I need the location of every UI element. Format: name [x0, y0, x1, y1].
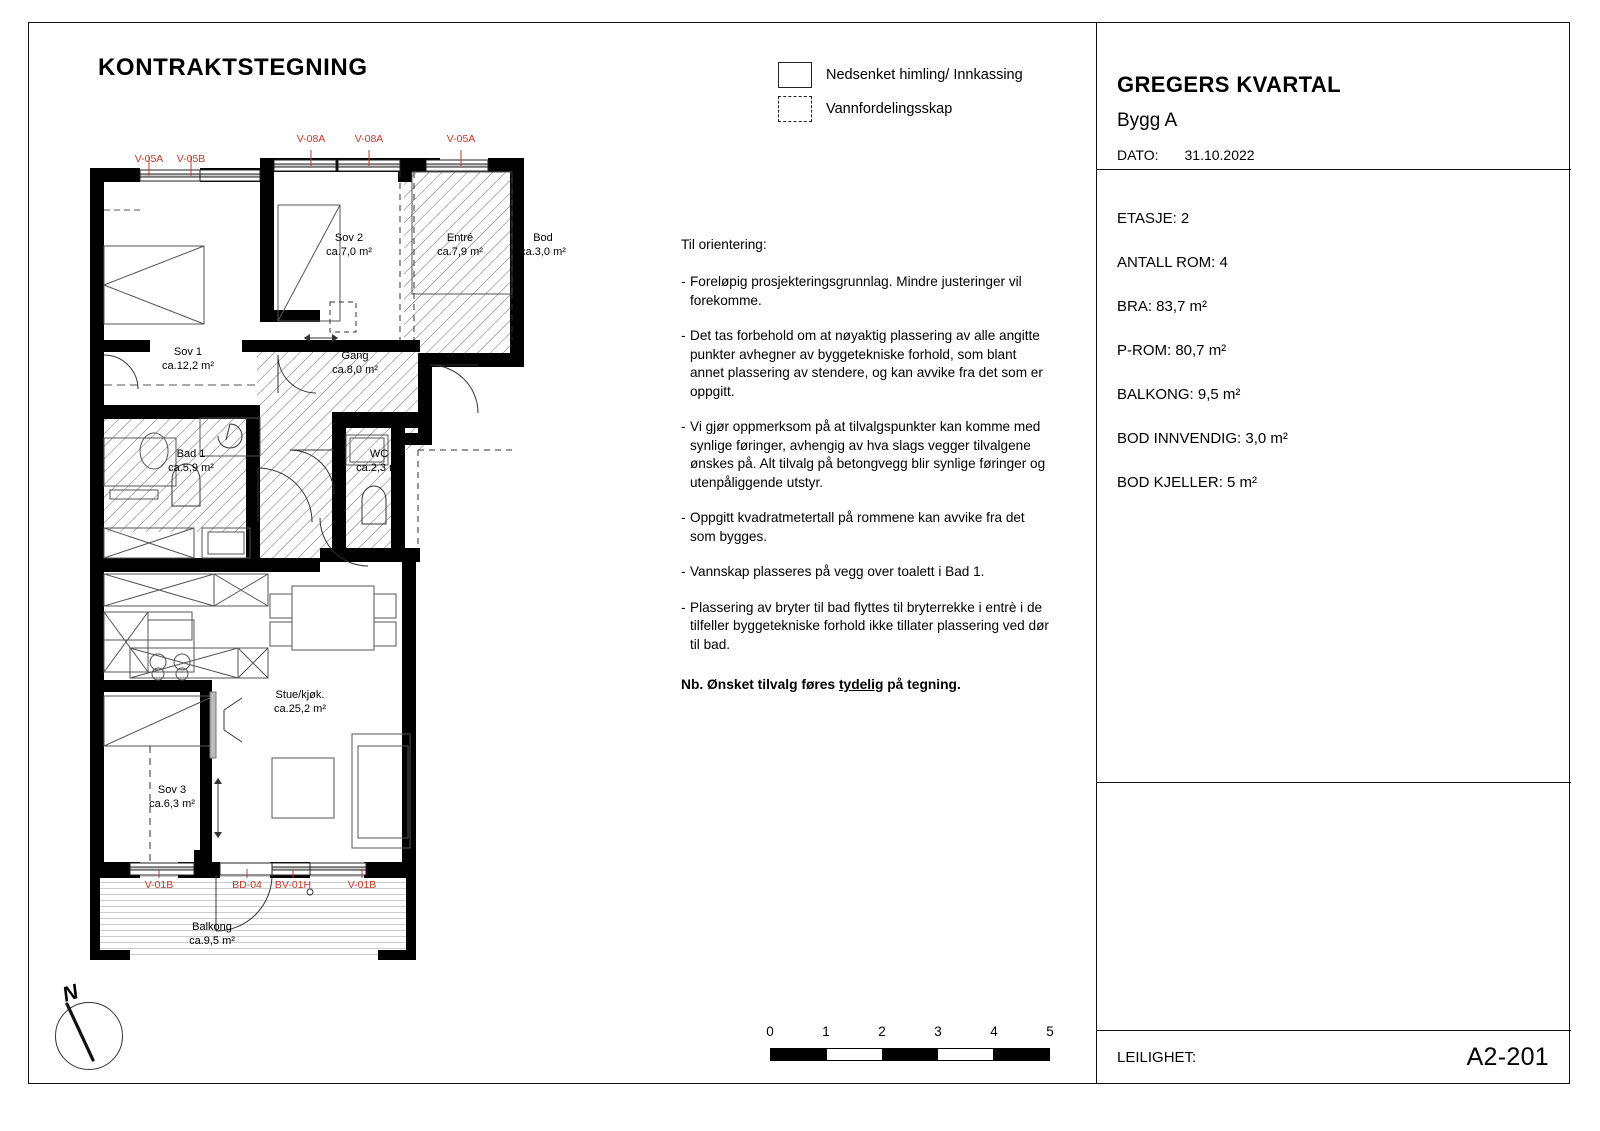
room-area: ca.12,2 m² — [162, 359, 214, 372]
room-area: ca.2,3 m² — [356, 461, 402, 474]
notes-heading: Til orientering: — [681, 237, 767, 252]
room-name: Bad 1 — [176, 448, 206, 460]
spec-bod-innvendig: BOD INNVENDIG: 3,0 m² — [1117, 430, 1288, 447]
note-text: Foreløpig prosjekteringsgrunnlag. Mindre justeringer vil forekomme. — [690, 274, 1022, 308]
room-area: ca.8,0 m² — [332, 363, 378, 376]
hatch-swatch-icon — [778, 62, 812, 88]
room-area: ca.25,2 m² — [274, 702, 326, 715]
spec-bra: BRA: 83,7 m² — [1117, 298, 1208, 315]
window-tag-v01b-1: V-01B — [144, 879, 174, 891]
divider — [1097, 782, 1571, 783]
note-emphasis-suffix: på tegning. — [883, 677, 961, 693]
room-label-balkong — [189, 921, 235, 949]
room-area: ca.6,3 m² — [149, 797, 195, 810]
title-block-footer — [1097, 1030, 1571, 1084]
divider — [1097, 169, 1571, 170]
window-tag-v08a-1: V-08A — [296, 133, 326, 145]
room-area: ca.5,9 m² — [168, 461, 214, 474]
room-label-stuekjok — [274, 689, 326, 717]
note-item — [681, 327, 1053, 401]
drawing-number: A2-201 — [1466, 1042, 1549, 1071]
note-text: Plassering av bryter til bad flyttes til bryterrekke i entrè i de tilfeller byggetekniske forhold ikke tillater plassering ved dør til bad. — [690, 599, 1049, 652]
room-area: ca.7,0 m² — [326, 245, 372, 258]
room-name: Entré — [446, 232, 474, 244]
building-name: Bygg A — [1117, 110, 1178, 131]
date-row — [1117, 147, 1255, 163]
legend-item-ceiling — [778, 58, 1078, 92]
note-item — [681, 599, 1053, 654]
note-text: Vi gjør oppmerksom på at tilvalgspunkter kan komme med synlige føringer, avhengig av hva slags vegger tilvalgene ønskes på. Alt tilvalg på betongvegg blir synlige føringer og utenpåliggende utstyr. — [690, 419, 1046, 490]
window-tag-v05b: V-05B — [176, 153, 206, 165]
spec-bod-kjeller: BOD KJELLER: 5 m² — [1117, 474, 1258, 491]
spec-list — [1117, 210, 1557, 518]
scale-bar — [766, 1024, 1054, 1061]
room-label-gang — [332, 350, 378, 378]
compass-north-label: N — [59, 980, 82, 1007]
title-block — [1096, 22, 1570, 1084]
scale-tick: 3 — [934, 1024, 942, 1039]
note-dash: - — [681, 510, 686, 526]
scale-bar-ticks — [766, 1024, 1054, 1044]
room-area: ca.9,5 m² — [189, 934, 235, 947]
room-name: Stue/kjøk. — [275, 689, 325, 701]
scale-bar-graphic — [770, 1048, 1050, 1061]
scale-segment — [938, 1049, 994, 1060]
room-name: Balkong — [192, 921, 232, 933]
note-dash: - — [681, 419, 686, 435]
room-name: Bod — [533, 232, 553, 244]
scale-tick: 0 — [766, 1024, 774, 1039]
note-item — [681, 418, 1053, 492]
room-name: Sov 3 — [157, 784, 187, 796]
scale-segment — [882, 1049, 938, 1060]
window-tag-v08a-2: V-08A — [354, 133, 384, 145]
window-tag-v05a-2: V-05A — [446, 133, 476, 145]
scale-tick: 4 — [990, 1024, 998, 1039]
room-area: ca.7,9 m² — [437, 245, 483, 258]
dashed-box-swatch-icon — [778, 96, 812, 122]
floor-plan-graphic — [82, 150, 612, 960]
note-dash: - — [681, 564, 686, 580]
spec-p-rom: P-ROM: 80,7 m² — [1117, 342, 1227, 359]
room-name: WC — [369, 448, 389, 460]
spec-balkong: BALKONG: 9,5 m² — [1117, 386, 1241, 403]
scale-segment — [993, 1049, 1049, 1060]
floor-plan — [82, 133, 612, 960]
legend-item-label: Nedsenket himling/ Innkassing — [826, 67, 1023, 83]
note-emphasis — [681, 676, 1053, 695]
note-item — [681, 509, 1053, 546]
page-title: KONTRAKTSTEGNING — [98, 54, 368, 81]
note-dash: - — [681, 599, 686, 615]
window-tag-v05a-1: V-05A — [134, 153, 164, 165]
date-value: 31.10.2022 — [1184, 147, 1255, 163]
legend-item-watercabinet — [778, 92, 1078, 126]
leilighet-label: LEILIGHET: — [1117, 1048, 1197, 1066]
room-area: ca.3,0 m² — [520, 245, 566, 258]
room-label-sov1 — [162, 346, 214, 374]
room-label-sov2 — [326, 232, 372, 260]
scale-segment — [771, 1049, 827, 1060]
scale-tick: 5 — [1046, 1024, 1054, 1039]
room-label-bod — [520, 232, 566, 260]
notes-block — [681, 236, 1053, 695]
compass-rose — [47, 980, 129, 1072]
note-item — [681, 563, 1053, 581]
room-label-entre — [437, 232, 483, 260]
scale-tick: 2 — [878, 1024, 886, 1039]
note-emphasis-prefix: Nb. Ønsket tilvalg føres — [681, 677, 839, 693]
legend — [778, 58, 1078, 126]
spec-etasje: ETASJE: 2 — [1117, 210, 1190, 227]
door-tag-bd04: BD-04 — [232, 879, 262, 891]
room-name: Gang — [341, 350, 369, 362]
legend-item-label: Vannfordelingsskap — [826, 101, 953, 117]
note-text: Det tas forbehold om at nøyaktig plassering av alle angitte punkter avhegner av byggetekniske forhold, som blant annet plassering av stendere, og kan avvike fra det som er oppgitt. — [690, 328, 1043, 399]
spec-antall-rom: ANTALL ROM: 4 — [1117, 254, 1228, 271]
project-name: GREGERS KVARTAL — [1117, 72, 1341, 97]
date-label: DATO: — [1117, 147, 1159, 163]
compass-needle-icon — [47, 990, 129, 1072]
note-text: Oppgitt kvadratmetertall på rommene kan avvike fra det som bygges. — [690, 510, 1025, 544]
room-name: Sov 2 — [334, 232, 364, 244]
note-dash: - — [681, 274, 686, 290]
note-item — [681, 273, 1053, 310]
room-label-wc — [356, 448, 402, 476]
scale-tick: 1 — [822, 1024, 830, 1039]
note-text: Vannskap plasseres på vegg over toalett i Bad 1. — [690, 564, 985, 580]
note-emphasis-underline: tydelig — [838, 677, 884, 693]
room-label-sov3 — [149, 784, 195, 812]
note-dash: - — [681, 328, 686, 344]
window-tag-v01b-2: V-01B — [347, 879, 377, 891]
door-tag-bv01h: BV-01H — [274, 879, 312, 891]
room-name: Sov 1 — [173, 346, 203, 358]
room-label-bad1 — [168, 448, 214, 476]
scale-segment — [827, 1049, 883, 1060]
